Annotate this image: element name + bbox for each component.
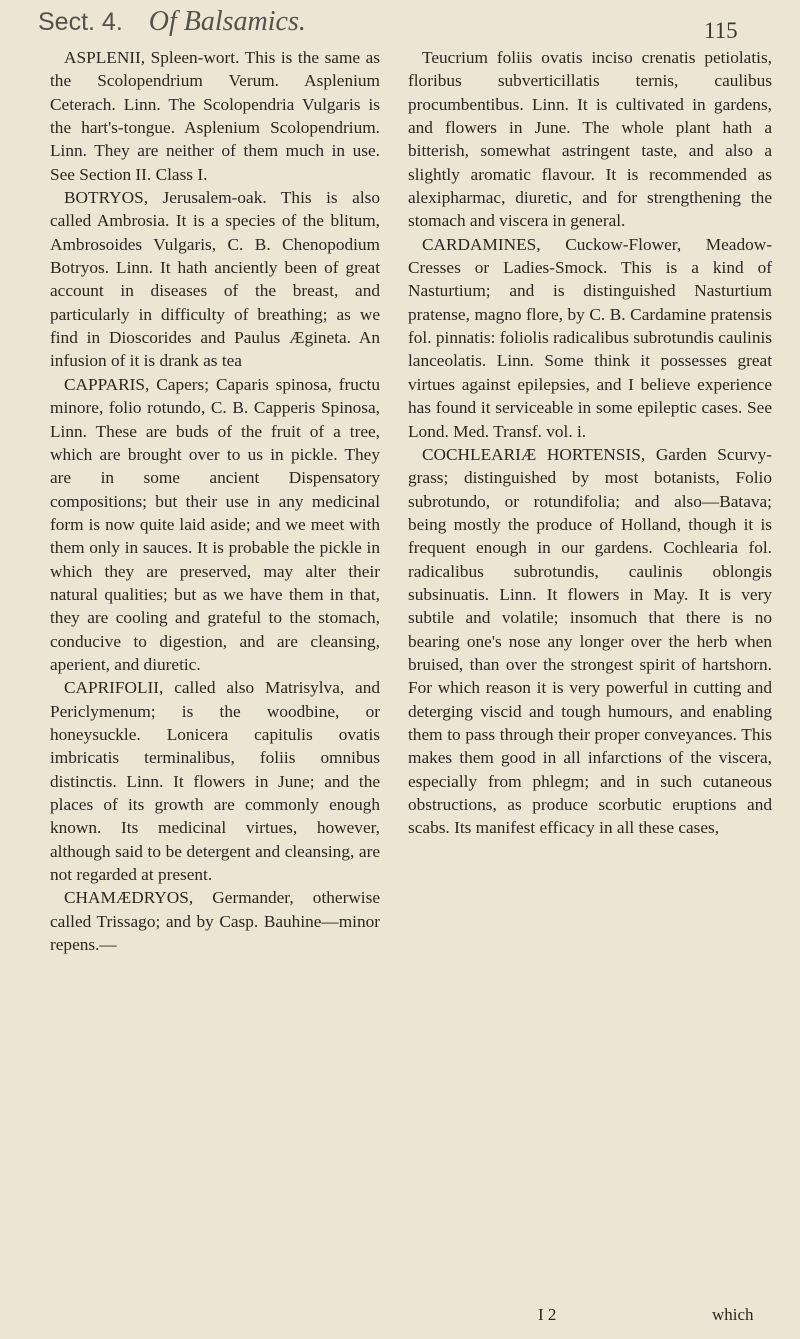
entry-chamaedryos-cont: Teucrium foliis ovatis inciso crenatis petiolatis, floribus subverticillatis ternis, caulibus procumbentibus. Linn. It is cultivated in gardens, and flowers in June. The whole plant hath a bitterish, somewhat astringent taste, and also a slightly aromatic flavour. It is recommended as alexipharmac, diuretic, and for strengthening the stomach and viscera in general. bbox=[408, 48, 772, 231]
catchword: which bbox=[712, 1305, 754, 1324]
running-title: Of Balsamics. bbox=[148, 6, 306, 37]
entry-capparis: CAPPARIS, Capers; Caparis spinosa, fructu minore, folio rotundo, C. B. Capperis Spinosa, Linn. These are buds of the fruit of a tree, which are brought over to us in pickle. They are in some ancient Dispensatory compositions; but their use in any medicinal form is now quite laid aside; and we meet with them only in sauces. It is probable the pickle in which they are preserved, may alter their natural qualities; but as we have them in that, they are cooling and grateful to the stomach, conducive to digestion, and are cleansing, aperient, and diuretic. bbox=[50, 374, 380, 674]
page-number: 115 bbox=[704, 18, 738, 43]
left-column bbox=[50, 46, 380, 956]
running-head bbox=[38, 6, 306, 38]
entry-cardamines: CARDAMINES, Cuckow-Flower, Meadow-Cresses or Ladies-Smock. This is a kind of Nasturtium; and is distinguished Nasturtium pratense, magno flore, by C. B. Cardamine pratensis fol. pinnatis: foliolis radicalibus subrotundis caulinis lanceolatis. Linn. Some think it possesses great virtues against epilepsies, and I believe experience has found it serviceable in some epileptic cases. See Lond. Med. Transf. vol. i. bbox=[408, 234, 772, 441]
signature-mark: I 2 bbox=[538, 1305, 557, 1324]
entry-caprifolii: CAPRIFOLII, called also Matrisylva, and Periclymenum; is the woodbine, or honeysuckle. Lonicera capitulis ovatis imbricatis terminalibus, foliis omnibus distinctis. Linn. It flowers in June; and the places of its growth are commonly enough known. Its medicinal virtues, however, although said to be detergent and cleansing, are not regarded at present. bbox=[50, 678, 380, 885]
section-label: Sect. 4. bbox=[38, 8, 123, 36]
entry-asplenii: ASPLENII, Spleen-wort. This is the same as the Scolopendrium Verum. Asplenium Ceterach. Linn. The Scolopendria Vulgaris is the hart's-tongue. Asplenium Scolopendrium. Linn. They are neither of them much in use. See Section II. Class I. bbox=[50, 48, 380, 184]
entry-cochleariae: COCHLEARIÆ HORTENSIS, Garden Scurvy-grass; distinguished by most botanists, Folio subrotundo, or rotundifolia; and also—Batava; being mostly the produce of Holland, though it is frequent enough in our gardens. Cochlearia fol. radicalibus subrotundis, caulinis oblongis subsinuatis. Linn. It flowers in May. It is very subtile and volatile; insomuch that there is no bearing one's nose any longer over the herb when bruised, than over the strongest spirit of hartshorn. For which reason it is very powerful in cutting and deterging viscid and tough humours, and enabling them to pass through their proper conveyances. This makes them good in all infarctions of the viscera, especially from phlegm; and in such cutaneous obstructions, as produce scorbutic eruptions and scabs. Its manifest efficacy in all these cases, bbox=[408, 444, 772, 838]
entry-botryos: BOTRYOS, Jerusalem-oak. This is also called Ambrosia. It is a species of the blitum, Ambrosoides Vulgaris, C. B. Chenopodium Botryos. Linn. It hath anciently been of great account in diseases of the breast, and particularly in difficulty of breathing; as we find in Dioscorides and Paulus Ægineta. An infusion of it is drank as tea bbox=[50, 188, 380, 371]
entry-chamaedryos: CHAMÆDRYOS, Germander, otherwise called Trissago; and by Casp. Bauhine—minor repens.— bbox=[50, 888, 380, 955]
right-column bbox=[408, 46, 772, 840]
